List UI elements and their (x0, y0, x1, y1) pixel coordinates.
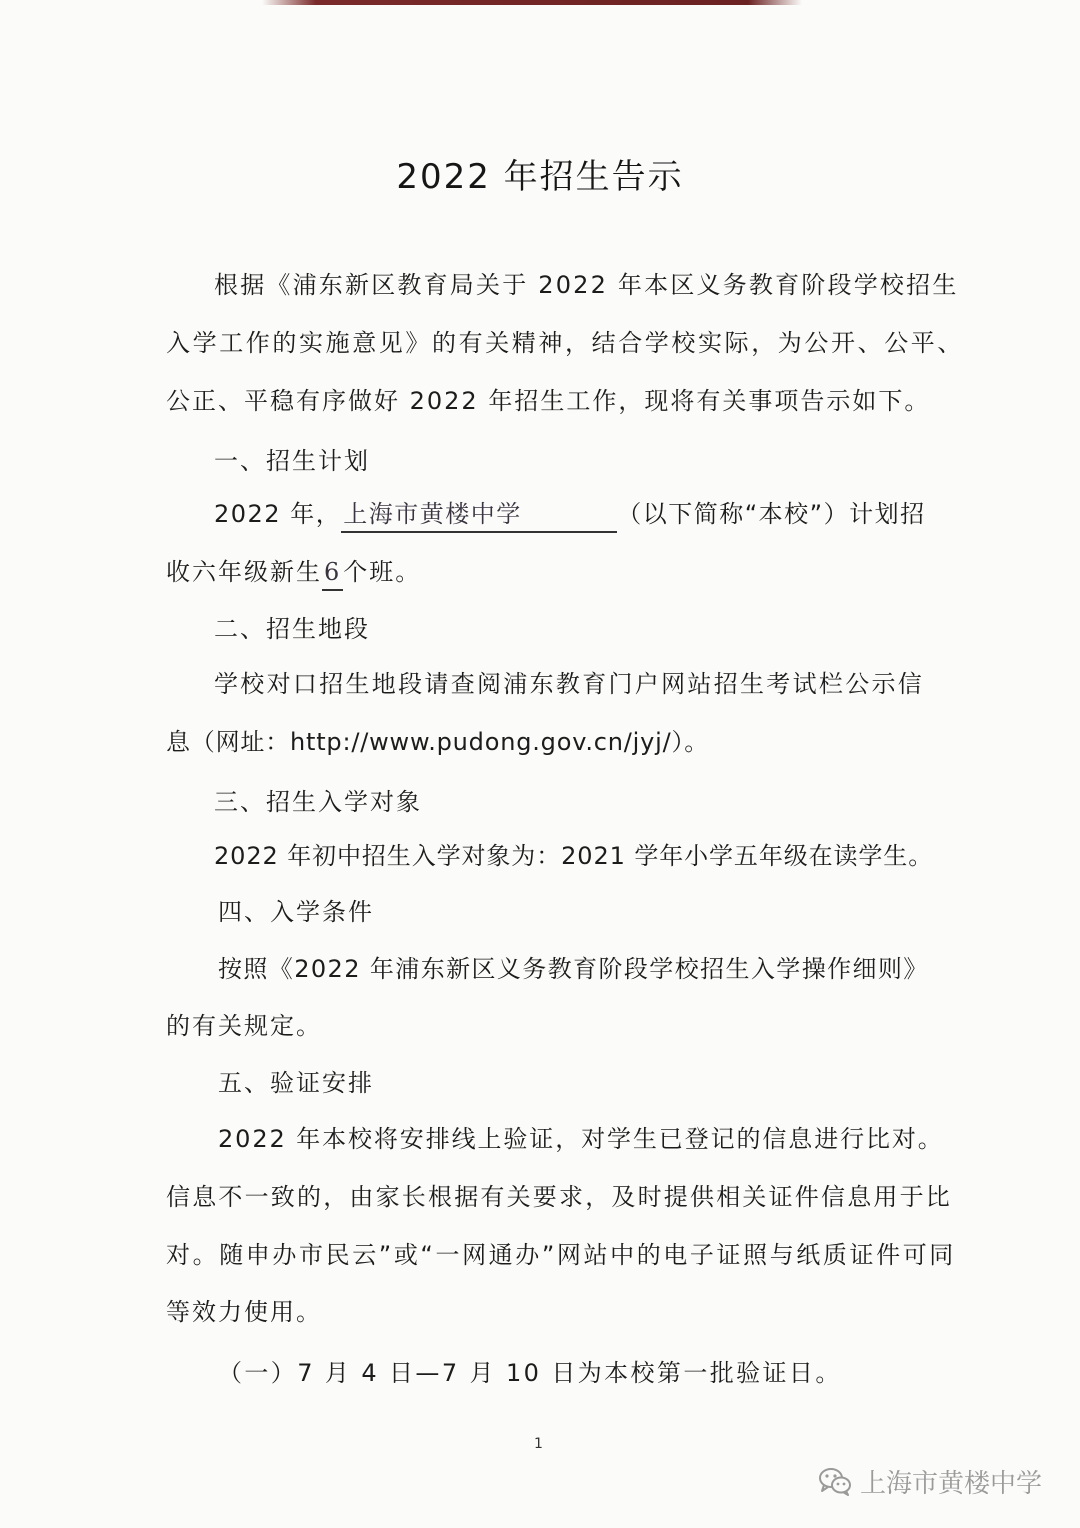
watermark (818, 1462, 1042, 1500)
section-5-line-4: 等效力使用。 (166, 1298, 322, 1326)
watermark-text: 上海市黄楼中学 (860, 1468, 1043, 1499)
section-5-line-2: 信息不一致的，由家长根据有关要求，及时提供相关证件信息用于比 (166, 1183, 952, 1211)
section-1-line-1 (214, 497, 926, 533)
section-4-line-1: 按照《2022 年浦东新区义务教育阶段学校招生入学操作细则》 (218, 955, 929, 983)
section-1-suffix: （以下简称“本校”）计划招 (617, 500, 926, 528)
section-1-prefix: 2022 年， (214, 500, 342, 528)
school-name-blank (341, 497, 617, 533)
section-2-line-2: 息（网址：http://www.pudong.gov.cn/jyj/）。 (166, 728, 710, 756)
section-4-line-2: 的有关规定。 (166, 1012, 322, 1040)
scan-edge-mark (262, 0, 802, 5)
school-name-handwritten: 上海市黄楼中学 (343, 500, 522, 528)
intro-line-1: 根据《浦东新区教育局关于 2022 年本区义务教育阶段学校招生 (214, 271, 959, 299)
page-title: 2022 年招生告示 (396, 157, 684, 197)
page-number: 1 (534, 1436, 543, 1452)
intro-line-3: 公正、平稳有序做好 2022 年招生工作，现将有关事项告示如下。 (166, 387, 931, 415)
class-count-blank (322, 555, 343, 591)
section-5-heading: 五、验证安排 (218, 1069, 374, 1097)
section-2-heading: 二、招生地段 (214, 615, 370, 643)
wechat-icon (818, 1466, 852, 1496)
class-count-suffix: 个班。 (343, 558, 422, 586)
section-5-line-3: 对。随申办市民云”或“一网通办”网站中的电子证照与纸质证件可同 (166, 1241, 956, 1269)
section-1-heading: 一、招生计划 (214, 447, 370, 475)
intro-line-2: 入学工作的实施意见》的有关精神，结合学校实际，为公开、公平、 (166, 329, 964, 357)
section-3-heading: 三、招生入学对象 (214, 788, 422, 816)
section-2-line-1: 学校对口招生地段请查阅浦东教育门户网站招生考试栏公示信 (214, 670, 925, 698)
class-count-prefix: 收六年级新生 (166, 558, 322, 586)
section-4-heading: 四、入学条件 (218, 898, 374, 926)
section-5-item-1: （一）7 月 4 日—7 月 10 日为本校第一批验证日。 (218, 1359, 842, 1387)
section-3-line-1: 2022 年初中招生入学对象为：2021 学年小学五年级在读学生。 (214, 842, 934, 870)
section-1-line-2 (166, 555, 421, 591)
section-5-line-1: 2022 年本校将安排线上验证，对学生已登记的信息进行比对。 (218, 1125, 944, 1153)
class-count-handwritten: 6 (324, 558, 342, 586)
